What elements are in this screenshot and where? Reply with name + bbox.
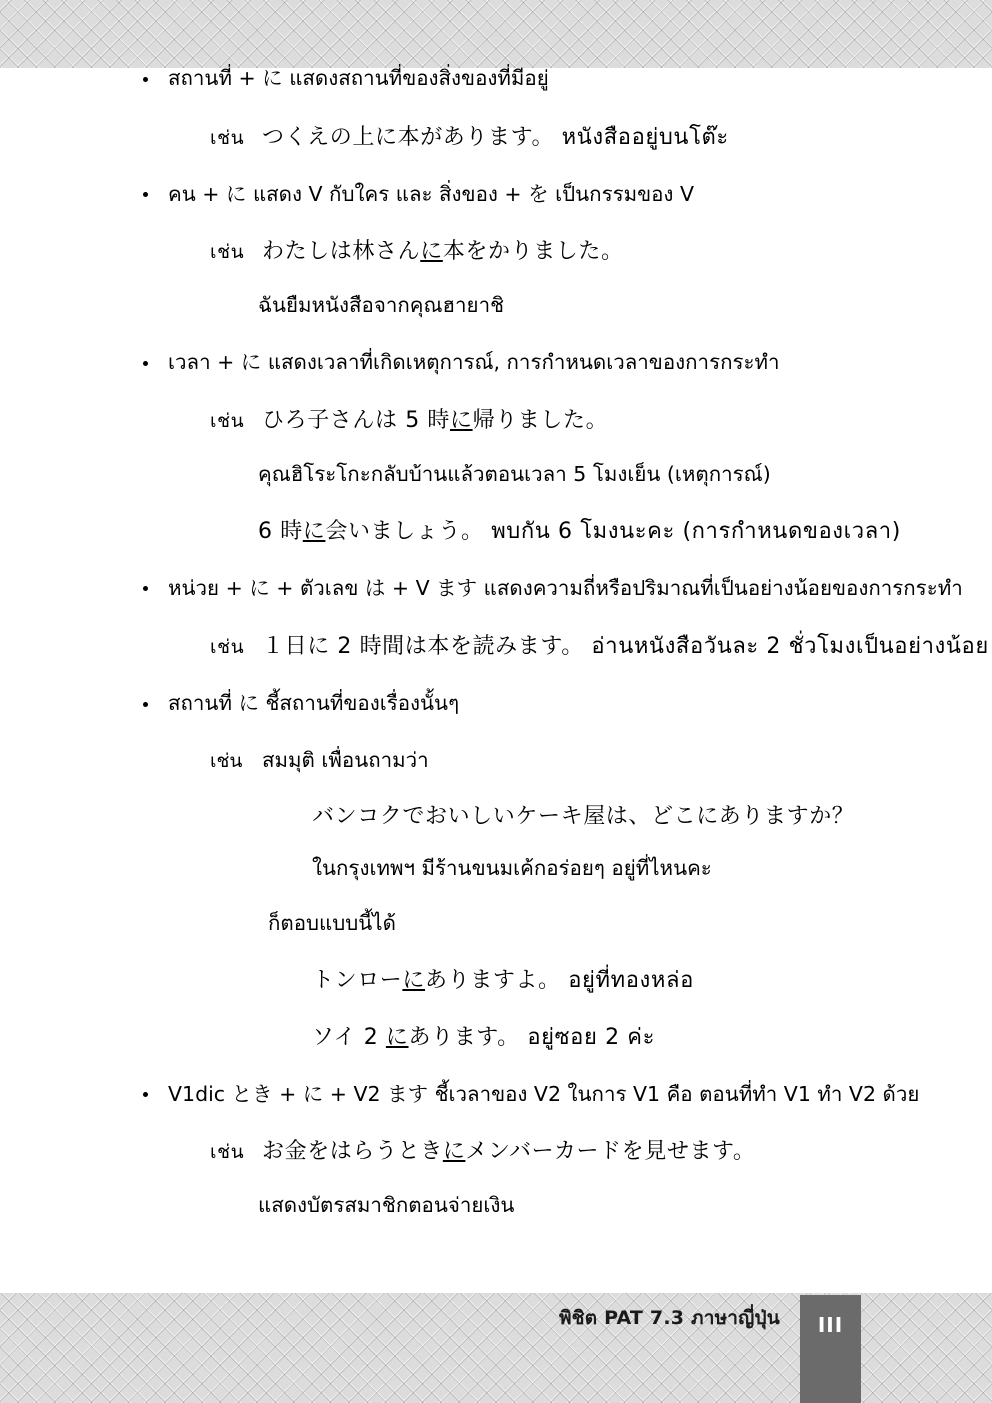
line-gap [0,204,992,234]
example-line [0,628,992,663]
bullet-entry-6 [0,1081,992,1106]
line-gap [0,267,992,289]
translation-line [0,458,992,491]
translation-line [0,513,992,548]
example-line [0,403,992,436]
text-segment: あります。 [408,1024,520,1050]
entry-heading: สถานที่ に ชี้สถานที่ของเรื่องนั้นๆ [168,691,460,715]
line-gap [0,997,992,1019]
text-segment: トンロー [312,967,403,993]
example-label: เช่น [210,409,245,432]
entry-gap [0,548,992,578]
entry-heading: สถานที่ + に แสดงสถานที่ของสิ่งของที่มีอยู่ [168,66,549,90]
example-label: เช่น [210,749,243,772]
bullet-entry-1 [0,68,992,89]
text-segment: メンバーカードを見せます。 [465,1139,756,1164]
sentence-line [0,852,992,885]
line-gap [0,885,992,907]
text-segment: อยู่ที่ทองหล่อ [560,967,694,993]
line-gap [0,598,992,628]
line-gap [0,89,992,119]
example-line [0,234,992,267]
entry-gap [0,322,992,352]
text-segment: สมมุติ เพื่อนถามว่า [262,747,429,772]
bullet-dot-icon [143,361,148,366]
text-segment: อยู่ซอย 2 ค่ะ [519,1024,655,1050]
text-segment: 本をかりました。 [442,239,624,264]
bullet-entry-3 [0,352,992,373]
text-segment: ひろ子さんは 5 時 [262,407,450,433]
text-segment: 6 時 [258,518,303,544]
text-segment: 帰りました。 [472,407,609,433]
example-line [0,1134,992,1167]
text-segment: คุณฮิโระโกะกลับบ้านแล้วตอนเวลา 5 โมงเย็น (เหตุการณ์) [258,461,771,486]
entry-gap [0,663,992,693]
entry-heading: เวลา + に แสดงเวลาที่เกิดเหตุการณ์, การกำหนดเวลาของการกระทำ [168,350,780,374]
line-gap [0,1167,992,1189]
text-segment: แสดงบัตรสมาชิกตอนจ่ายเงิน [258,1193,515,1217]
bullet-entry-5 [0,693,992,714]
particle-ni-underlined: に [420,239,443,264]
line-gap [0,830,992,852]
line-gap [0,436,992,458]
bullet-dot-icon [143,702,148,707]
text-segment: อ่านหนังสือวันละ 2 ชั่วโมงเป็นอย่างน้อย [583,634,989,659]
text-segment: ソイ 2 [312,1024,386,1050]
page-content [0,68,992,1293]
particle-ni-underlined: に [385,1024,409,1050]
bullet-dot-icon [143,1092,148,1097]
line-gap [0,714,992,744]
header-decorative-band [0,0,992,68]
entry-gap [0,1054,992,1084]
translation-line [0,1189,992,1222]
example-label: เช่น [210,636,245,658]
text-segment: พบกัน 6 โมงนะคะ (การกำหนดของเวลา) [483,518,901,544]
text-segment: ในกรุงเทพฯ มีร้านขนมเค้กอร่อยๆ อยู่ที่ไหนคะ [312,855,712,880]
bullet-entry-2 [0,181,992,206]
text-segment: ฉันยืมหนังสือจากคุณฮายาชิ [258,293,504,317]
example-line [0,119,992,154]
particle-ni-underlined: に [402,967,426,993]
example-label: เช่น [210,1141,245,1163]
entry-heading: หน่วย + に + ตัวเลข は + V ます แสดงความถี่หรือปริมาณที่เป็นอย่างน้อยของการกระทำ [168,575,963,600]
text-segment: หนังสืออยู่บนโต๊ะ [554,124,729,150]
footer-book-title: พิชิต PAT 7.3 ภาษาญี่ปุ่น [558,1307,780,1329]
example-line [0,744,992,777]
line-gap [0,777,992,799]
text-segment: 会いましょう。 [325,518,484,544]
text-segment: わたしは林さん [262,239,421,264]
line-gap [0,1104,992,1134]
entry-heading: คน + に แสดง V กับใคร และ สิ่งของ + を เป็นกรรมของ V [168,181,694,206]
example-label: เช่น [210,241,245,263]
sentence-line [0,799,992,830]
translation-line [0,289,992,322]
sentence-line [0,1019,992,1054]
text-segment: ありますよ。 [425,967,561,993]
example-label: เช่น [210,126,245,149]
line-gap [0,940,992,962]
entry-heading: V1dic とき + に + V2 ます ชี้เวลาของ V2 ในการ V1 คือ ตอนที่ทำ V1 ทำ V2 ด้วย [168,1081,920,1106]
particle-ni-underlined: に [442,1139,466,1164]
bullet-entry-4 [0,575,992,600]
sentence-line [0,962,992,997]
entry-gap [0,154,992,184]
bullet-dot-icon [143,192,148,197]
sentence-line [0,907,992,940]
bullet-dot-icon [143,586,148,591]
text-segment: つくえの上に本があります。 [262,124,555,150]
particle-ni-underlined: に [302,518,326,544]
text-segment: お金をはらうとき [262,1139,443,1164]
line-gap [0,491,992,513]
text-segment: バンコクでおいしいケーキ屋は、どこにありますか？ [312,803,855,829]
line-gap [0,373,992,403]
page-number: III [817,1313,844,1337]
particle-ni-underlined: に [449,407,473,433]
text-segment: ก็ตอบแบบนี้ได้ [268,910,396,935]
page-number-box [800,1295,861,1403]
text-segment: １日に 2 時間は本を読みます。 [262,634,584,659]
bullet-dot-icon [143,77,148,82]
